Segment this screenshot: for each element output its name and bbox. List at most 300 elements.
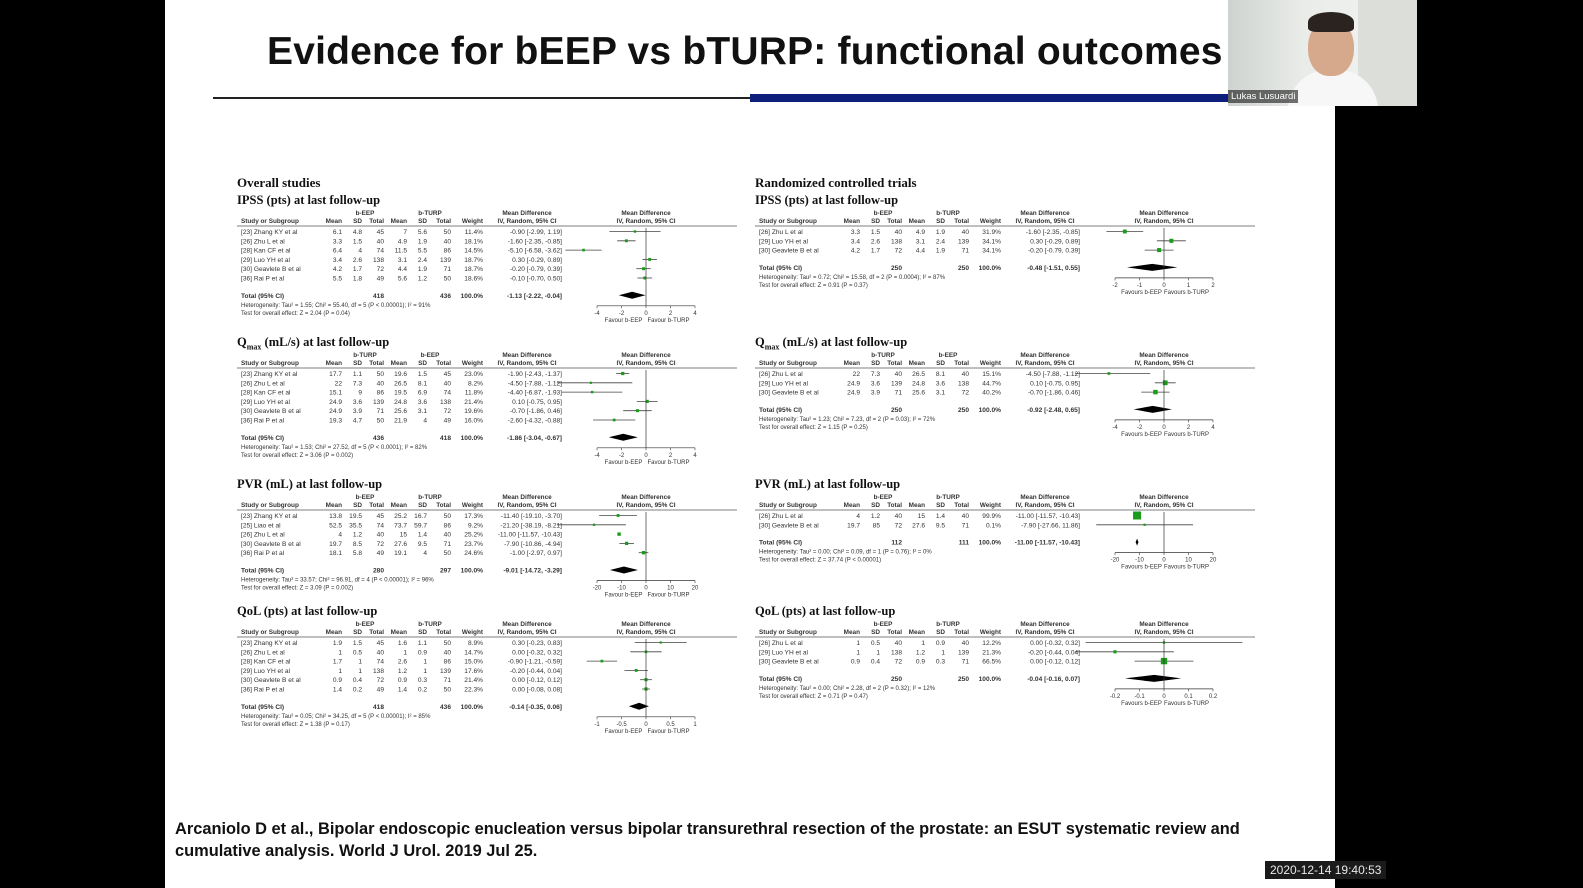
mean-2: 25.6	[912, 389, 925, 397]
ci-value: -0.70 [-1.86, 0.46]	[1027, 389, 1080, 397]
sd-1: 1.7	[870, 247, 880, 255]
total-2: 40	[961, 371, 969, 378]
axis-tick-label: -2	[618, 310, 625, 317]
mean-2: 4.4	[397, 266, 407, 274]
ci-value: -0.90 [-1.21, -0.59]	[507, 658, 562, 666]
sd-header-1: SD	[353, 502, 362, 509]
total-1: 45	[376, 229, 384, 236]
md-plot-col-subtitle: IV, Random, 95% CI	[1134, 360, 1194, 367]
total-2: 40	[961, 229, 969, 236]
total-2: 50	[443, 513, 451, 520]
mean-1: 3.3	[850, 229, 860, 236]
sd-2: 2.4	[417, 256, 427, 264]
axis-tick-label: 0	[644, 452, 648, 459]
group-label-2: b-TURP	[418, 494, 442, 501]
favours-right-label: Favours b-TURP	[1163, 564, 1210, 571]
sd-1: 0.5	[352, 649, 362, 657]
effect-point	[635, 669, 638, 672]
mean-2: 5.6	[397, 275, 407, 283]
heterogeneity-note: Heterogeneity: Tau² = 1.23; Chi² = 7.23, df = 2 (P = 0.03); I² = 72%	[759, 416, 936, 423]
md-plot-col-subtitle: IV, Random, 95% CI	[1134, 218, 1194, 225]
total-1: 49	[376, 550, 384, 558]
weight-value: 22.3%	[464, 686, 483, 694]
forest-plot-svg	[755, 350, 1255, 448]
total-n1: 250	[890, 264, 902, 272]
study-name: [23] Zhang KY et al	[241, 513, 298, 520]
study-name: [26] Zhu L et al	[759, 640, 803, 647]
axis-tick-label: 0	[644, 310, 648, 317]
axis-tick-label: 10	[1185, 557, 1192, 564]
total-2: 50	[443, 686, 451, 694]
study-name: [28] Kan CF et al	[241, 247, 291, 255]
md-col-title: Mean Difference	[502, 352, 552, 359]
total-weight: 100.0%	[460, 703, 483, 711]
total-2: 40	[961, 640, 969, 647]
total-2: 86	[443, 658, 451, 666]
total-n2: 436	[439, 292, 451, 300]
study-row	[759, 229, 1143, 236]
title-underline	[213, 97, 753, 99]
heterogeneity-note: Heterogeneity: Tau² = 0.00; Chi² = 2.28, df = 2 (P = 0.32); I² = 12%	[759, 685, 936, 692]
sd-2: 0.3	[417, 677, 427, 685]
effect-point	[1169, 239, 1173, 243]
favours-right-label: Favour b-TURP	[647, 317, 690, 324]
sd-1: 1.2	[870, 513, 880, 520]
group-label-1: b-EEP	[873, 210, 893, 217]
total-1: 138	[372, 256, 384, 264]
mean-2: 25.6	[394, 408, 407, 416]
sd-1: 1.5	[870, 229, 880, 236]
group-label-2: b-TURP	[936, 621, 960, 628]
ci-value: -1.00 [-2.97, 0.97]	[509, 550, 562, 558]
sd-1: 0.2	[352, 686, 362, 694]
mean-1: 15.1	[329, 389, 342, 397]
mean-header-1: Mean	[325, 218, 342, 225]
axis-tick-label: 0	[1162, 693, 1166, 700]
weight-header: Weight	[979, 629, 1001, 636]
ci-value: -11.40 [-19.10, -3.70]	[500, 513, 562, 520]
mean-1: 18.1	[329, 550, 342, 558]
total-2: 139	[957, 649, 969, 657]
axis-tick-label: -4	[594, 310, 600, 317]
study-name: [26] Zhu L et al	[241, 531, 285, 539]
ci-value: 0.30 [-0.29, 0.89]	[512, 256, 562, 264]
mean-2: 0.9	[915, 658, 925, 666]
md-plot-col-title: Mean Difference	[1139, 210, 1189, 217]
study-row	[759, 371, 1150, 378]
study-row	[241, 687, 650, 694]
total-1: 40	[376, 649, 384, 657]
pooled-diamond	[610, 567, 638, 574]
effect-point	[1157, 248, 1161, 252]
total-weight: 100.0%	[978, 675, 1001, 683]
sd-header-2: SD	[418, 218, 427, 225]
md-plot-col-title: Mean Difference	[621, 494, 671, 501]
mean-2: 1.2	[915, 649, 925, 657]
weight-value: 19.6%	[464, 408, 483, 416]
forest-header	[759, 621, 1194, 636]
total-2: 50	[443, 275, 451, 283]
total-row	[759, 539, 1138, 547]
sd-2: 1.9	[935, 229, 945, 236]
total-2: 71	[443, 540, 451, 548]
total-2: 74	[443, 389, 451, 397]
total-row	[241, 703, 649, 711]
md-plot-col-subtitle: IV, Random, 95% CI	[1134, 629, 1194, 636]
study-name: [30] Geavlete B et al	[759, 522, 819, 530]
total-header-1: Total	[369, 629, 384, 636]
ci-value: 0.10 [-0.75, 0.95]	[1030, 380, 1080, 388]
sd-2: 4	[423, 550, 427, 558]
total-2: 139	[439, 256, 451, 264]
sd-2: 0.9	[417, 649, 427, 657]
total-ci: -1.13 [-2.22, -0.04]	[507, 292, 562, 300]
forest-header	[241, 494, 676, 509]
total-1: 139	[372, 398, 384, 406]
participant-name-label: Lukas Lusuardi	[1228, 90, 1298, 103]
total-weight: 100.0%	[460, 292, 483, 300]
total-n2: 418	[439, 434, 451, 442]
md-plot-col-subtitle: IV, Random, 95% CI	[1134, 502, 1194, 509]
total-ci: -11.00 [-11.57, -10.43]	[1014, 539, 1080, 547]
total-header-2: Total	[954, 360, 969, 367]
md-col-title: Mean Difference	[502, 621, 552, 628]
sd-1: 35.5	[349, 522, 362, 530]
total-1: 40	[894, 513, 902, 520]
ci-value: -4.40 [-6.87, -1.93]	[507, 389, 562, 397]
mean-2: 4.9	[915, 229, 925, 236]
favours-left-label: Favour b-EEP	[604, 459, 643, 466]
study-row	[241, 238, 636, 245]
total-n2: 297	[439, 567, 451, 575]
total-header-1: Total	[369, 218, 384, 225]
mean-1: 22	[852, 371, 860, 378]
overall-effect-note: Test for overall effect: Z = 3.09 (P = 0.002)	[241, 585, 354, 592]
mean-2: 1.6	[397, 640, 407, 647]
sd-2: 9.5	[417, 540, 427, 548]
md-col-title: Mean Difference	[1020, 210, 1070, 217]
study-name: [28] Kan CF et al	[241, 658, 291, 666]
mean-1: 1.4	[332, 686, 342, 694]
study-col-header: Study or Subgroup	[759, 360, 817, 367]
sd-2: 3.1	[417, 408, 427, 416]
axis-tick-label: 4	[1211, 424, 1215, 431]
sd-2: 1.1	[417, 640, 427, 647]
ci-value: 0.00 [-0.12, 0.12]	[512, 677, 562, 685]
effect-point	[1123, 230, 1127, 234]
study-row	[241, 248, 602, 255]
study-row	[241, 266, 651, 273]
total-weight: 100.0%	[978, 406, 1001, 414]
study-name: [30] Geavlete B et al	[241, 540, 301, 548]
study-row	[759, 512, 1141, 521]
weight-value: 0.1%	[985, 522, 1001, 530]
weight-value: 21.3%	[982, 649, 1001, 657]
sd-2: 3.1	[935, 389, 945, 397]
total-1: 40	[894, 229, 902, 236]
total-2: 72	[961, 389, 969, 397]
axis-tick-label: -0.5	[616, 721, 627, 728]
study-col-header: Study or Subgroup	[759, 218, 817, 225]
ci-value: -11.00 [-11.57, -10.43]	[1015, 513, 1080, 520]
sd-header-1: SD	[871, 360, 880, 367]
sd-2: 1.4	[417, 531, 427, 539]
study-row	[241, 649, 662, 656]
md-plot-col-title: Mean Difference	[621, 210, 671, 217]
sd-2: 9.5	[935, 522, 945, 530]
effect-point	[642, 267, 645, 270]
total-2: 40	[443, 531, 451, 539]
mean-header-1: Mean	[325, 360, 342, 367]
mean-2: 15	[917, 513, 925, 520]
axis-tick-label: -2	[618, 452, 625, 459]
total-1: 72	[894, 522, 902, 530]
sd-1: 8.5	[352, 540, 362, 548]
total-row-label: Total (95% CI)	[759, 539, 803, 547]
forest-panel-qmax_overall	[237, 335, 737, 485]
study-name: [29] Luo YH et al	[759, 238, 808, 246]
total-2: 71	[443, 266, 451, 274]
study-row	[759, 522, 1193, 529]
forest-panel-ipss_rct	[755, 176, 1255, 326]
mean-1: 1.9	[332, 640, 342, 647]
study-name: [26] Zhu L et al	[241, 649, 285, 657]
total-row	[759, 264, 1177, 272]
pooled-diamond	[1125, 675, 1181, 682]
total-n2: 436	[439, 703, 451, 711]
total-ci: -9.01 [-14.72, -3.29]	[503, 567, 562, 575]
study-name: [26] Zhu L et al	[759, 229, 803, 236]
axis-tick-label: 20	[691, 585, 699, 592]
total-2: 50	[443, 550, 451, 558]
total-1: 86	[376, 389, 384, 397]
total-1: 139	[890, 380, 902, 388]
mean-1: 1	[338, 649, 342, 657]
study-name: [29] Luo YH et al	[241, 667, 290, 675]
weight-value: 21.4%	[464, 398, 483, 406]
favours-right-label: Favours b-TURP	[1163, 289, 1210, 296]
total-n1: 436	[372, 434, 384, 442]
total-1: 50	[376, 371, 384, 378]
total-1: 40	[376, 238, 384, 246]
mean-1: 24.9	[329, 398, 342, 406]
total-header-1: Total	[887, 218, 902, 225]
sd-header-2: SD	[418, 502, 427, 509]
total-1: 45	[376, 640, 384, 647]
sd-1: 5.8	[352, 550, 362, 558]
favours-left-label: Favours b-EEP	[1121, 289, 1162, 296]
total-1: 74	[376, 658, 384, 666]
total-2: 71	[961, 247, 969, 255]
effect-point	[1113, 650, 1116, 653]
weight-value: 12.2%	[982, 640, 1001, 647]
weight-value: 17.3%	[464, 513, 483, 520]
study-col-header: Study or Subgroup	[759, 502, 817, 509]
study-row	[759, 390, 1170, 397]
ci-value: -1.60 [-2.35, -0.85]	[507, 238, 562, 246]
total-1: 138	[890, 238, 902, 246]
study-row	[241, 550, 648, 557]
total-2: 40	[443, 238, 451, 246]
sd-1: 3.6	[870, 380, 880, 388]
total-ci: -0.48 [-1.51, 0.55]	[1027, 264, 1080, 272]
overall-effect-note: Test for overall effect: Z = 2.04 (P = 0.04)	[241, 310, 350, 317]
axis-tick-label: 20	[1209, 557, 1217, 564]
mean-2: 0.9	[397, 677, 407, 685]
group-label-2: b-TURP	[418, 210, 442, 217]
axis-tick-label: -20	[592, 585, 602, 592]
study-name: [36] Rai P et al	[241, 686, 285, 694]
pooled-diamond	[1136, 539, 1139, 546]
weight-value: 34.1%	[982, 247, 1001, 255]
effect-point	[590, 382, 592, 384]
forest-header	[241, 621, 676, 636]
study-row	[241, 513, 637, 520]
total-1: 138	[372, 667, 384, 675]
favours-left-label: Favours b-EEP	[1121, 700, 1162, 707]
total-ci: -0.04 [-0.16, 0.07]	[1027, 675, 1080, 683]
group-label-1: b-EEP	[355, 621, 375, 628]
overall-effect-note: Test for overall effect: Z = 37.74 (P < 0.00001)	[759, 557, 882, 564]
weight-header: Weight	[979, 502, 1001, 509]
md-col-title: Mean Difference	[1020, 621, 1070, 628]
sd-header-1: SD	[871, 629, 880, 636]
effect-point	[593, 524, 595, 526]
effect-point	[621, 372, 624, 375]
weight-value: 99.9%	[982, 513, 1001, 520]
total-2: 49	[443, 417, 451, 425]
sd-2: 1.9	[417, 266, 427, 274]
sd-1: 2.6	[870, 238, 880, 246]
study-row	[241, 659, 617, 666]
section-heading-overall: Overall studies	[237, 175, 321, 190]
mean-header-1: Mean	[843, 629, 860, 636]
weight-value: 34.1%	[982, 238, 1001, 246]
sd-2: 4	[423, 417, 427, 425]
ci-value: -0.20 [-0.44, 0.04]	[1027, 649, 1080, 657]
total-row-label: Total (95% CI)	[759, 675, 803, 683]
effect-point	[625, 542, 628, 545]
mean-1: 3.3	[332, 238, 342, 246]
mean-header-2: Mean	[908, 218, 925, 225]
total-n1: 250	[890, 406, 902, 414]
sd-header-1: SD	[353, 360, 362, 367]
ci-value: -7.90 [-10.86, -4.94]	[504, 540, 562, 548]
study-name: [29] Luo YH et al	[759, 649, 808, 657]
mean-2: 1	[403, 649, 407, 657]
mean-2: 15	[399, 531, 407, 539]
total-n1: 418	[372, 703, 384, 711]
weight-value: 15.0%	[464, 658, 483, 666]
overall-effect-note: Test for overall effect: Z = 0.91 (P = 0.37)	[759, 282, 868, 289]
favours-left-label: Favours b-EEP	[1121, 431, 1162, 438]
sd-2: 1.5	[417, 371, 427, 378]
study-row	[241, 668, 648, 675]
sd-2: 8.1	[417, 380, 427, 388]
total-1: 49	[376, 275, 384, 283]
axis-tick-label: -4	[1112, 424, 1118, 431]
axis-tick-label: -10	[617, 585, 626, 592]
mean-1: 4	[338, 531, 342, 539]
study-col-header: Study or Subgroup	[241, 218, 299, 225]
forest-header	[759, 210, 1194, 225]
sd-1: 1.5	[352, 640, 362, 647]
study-name: [36] Rai P et al	[241, 275, 285, 283]
md-col-title: Mean Difference	[1020, 494, 1070, 501]
total-1: 40	[894, 371, 902, 378]
md-col-subtitle: IV, Random, 95% CI	[1015, 218, 1075, 225]
mean-1: 4	[856, 513, 860, 520]
ci-value: 0.10 [-0.75, 0.95]	[512, 398, 562, 406]
mean-header-1: Mean	[325, 629, 342, 636]
mean-2: 26.5	[912, 371, 925, 378]
sd-header-2: SD	[418, 629, 427, 636]
effect-point	[1133, 512, 1141, 520]
sd-1: 0.4	[352, 677, 362, 685]
heterogeneity-note: Heterogeneity: Tau² = 0.00; Chi² = 0.09, df = 1 (P = 0.76); I² = 0%	[759, 549, 932, 556]
forest-title: PVR (mL) at last follow-up	[755, 477, 901, 491]
ci-value: -0.10 [-0.70, 0.50]	[509, 275, 562, 283]
mean-2: 27.6	[394, 540, 407, 548]
effect-point	[660, 641, 662, 643]
total-2: 71	[443, 677, 451, 685]
ci-value: 0.00 [-0.32, 0.32]	[1030, 640, 1080, 647]
total-2: 45	[443, 371, 451, 378]
md-plot-col-subtitle: IV, Random, 95% CI	[616, 218, 676, 225]
total-n2: 250	[957, 406, 969, 414]
forest-title: IPSS (pts) at last follow-up	[237, 193, 381, 207]
mean-1: 0.9	[850, 658, 860, 666]
mean-2: 19.5	[394, 389, 407, 397]
study-name: [25] Liao et al	[241, 522, 281, 530]
mean-header-2: Mean	[908, 629, 925, 636]
weight-value: 11.8%	[464, 389, 483, 397]
ci-value: -1.60 [-2.35, -0.85]	[1025, 229, 1080, 236]
sd-2: 0.3	[935, 658, 945, 666]
study-name: [29] Luo YH et al	[241, 256, 290, 264]
heterogeneity-note: Heterogeneity: Tau² = 33.57; Chi² = 96.91, df = 4 (P < 0.00001); I² = 96%	[241, 577, 434, 584]
effect-point	[591, 391, 593, 393]
mean-2: 27.6	[912, 522, 925, 530]
sd-2: 3.6	[935, 380, 945, 388]
study-col-header: Study or Subgroup	[241, 360, 299, 367]
axis-tick-label: 2	[1211, 282, 1215, 289]
md-col-title: Mean Difference	[502, 210, 552, 217]
total-row-label: Total (95% CI)	[241, 434, 285, 442]
mean-header-1: Mean	[843, 502, 860, 509]
favours-right-label: Favour b-TURP	[647, 592, 690, 599]
ci-value: -4.50 [-7.88, -1.12]	[507, 380, 562, 388]
presentation-slide	[165, 0, 1335, 888]
study-name: [26] Zhu L et al	[241, 238, 285, 246]
mean-2: 3.1	[915, 238, 925, 246]
weight-value: 9.2%	[467, 522, 483, 530]
forest-header	[241, 352, 676, 367]
weight-value: 23.0%	[464, 371, 483, 378]
study-row	[241, 408, 652, 415]
study-name: [30] Geavlete B et al	[759, 658, 819, 666]
forest-panel-qol_overall	[237, 604, 737, 754]
total-n2: 111	[958, 539, 969, 547]
weight-value: 21.4%	[464, 677, 483, 685]
slide-title: Evidence for bEEP vs bTURP: functional outcomes	[267, 30, 1223, 73]
mean-header-2: Mean	[908, 360, 925, 367]
mean-1: 1.7	[332, 658, 342, 666]
total-1: 72	[376, 677, 384, 685]
total-header-2: Total	[436, 502, 451, 509]
overall-effect-note: Test for overall effect: Z = 1.38 (P = 0.17)	[241, 721, 350, 728]
total-1: 40	[894, 640, 902, 647]
